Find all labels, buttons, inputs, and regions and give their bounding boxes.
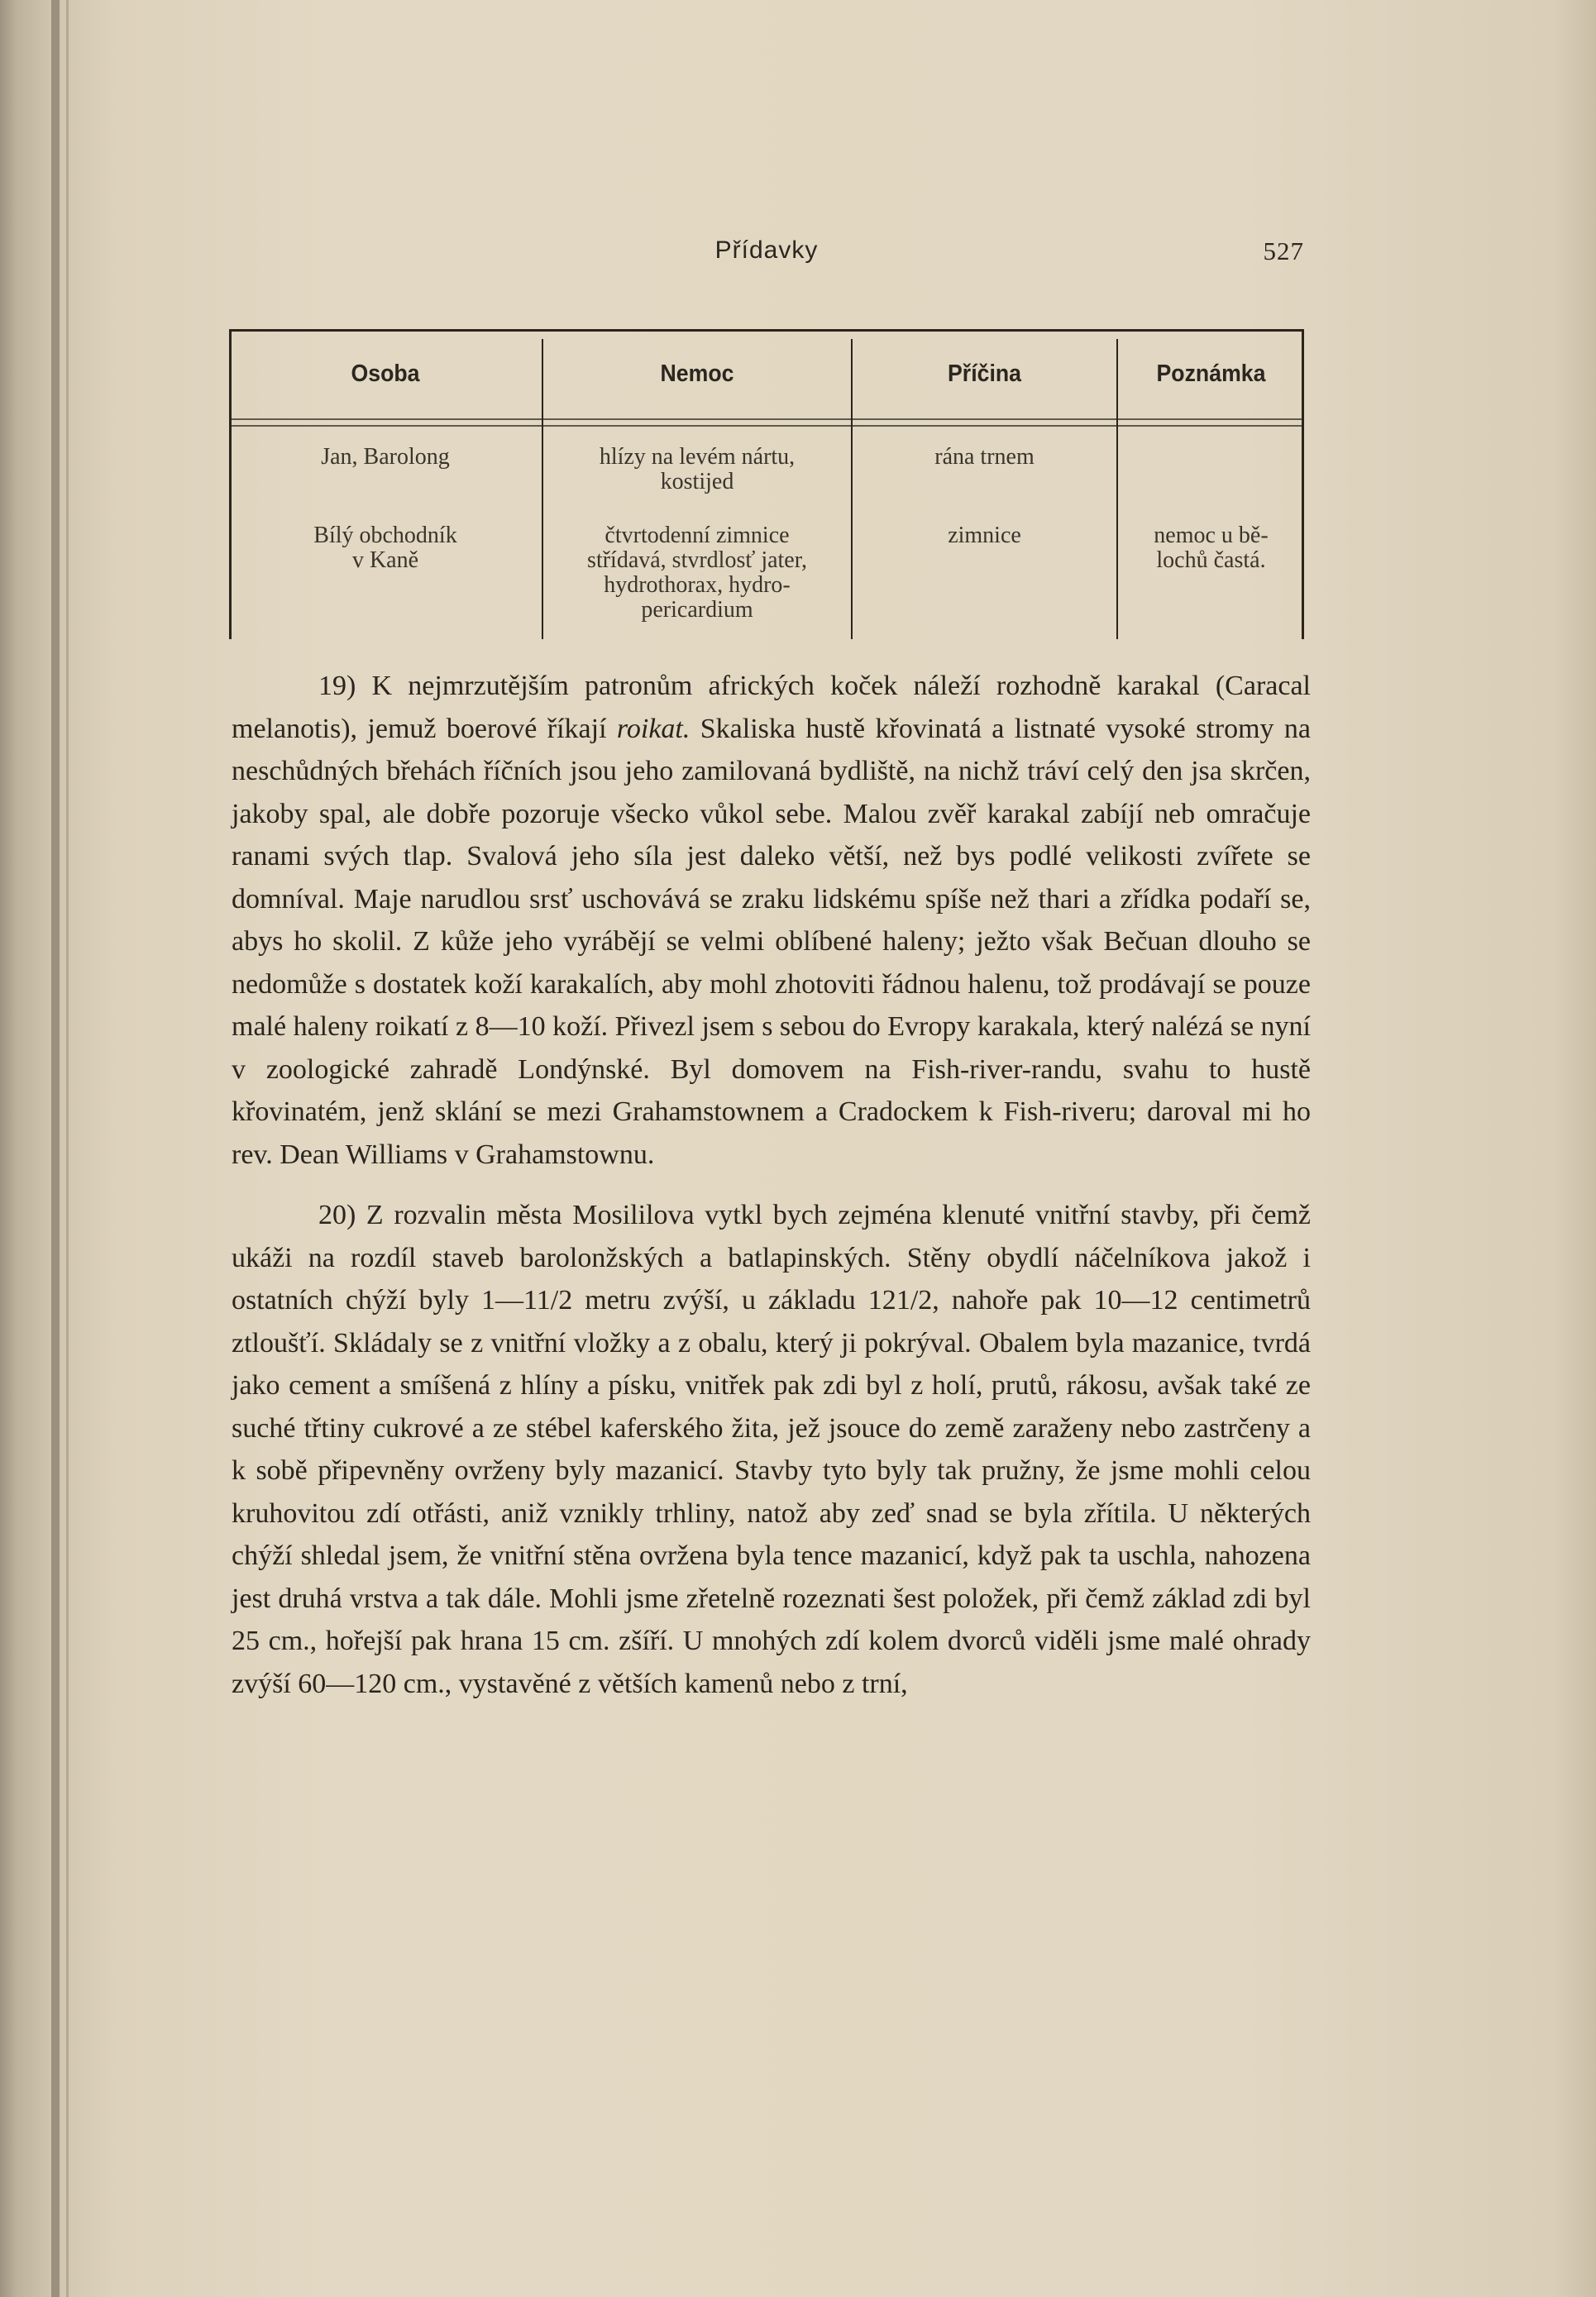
row2-poznamka	[1118, 523, 1304, 573]
row2-nemoc-line2: střídavá, stvrdlosť jater,	[587, 547, 807, 573]
paragraph-19	[232, 665, 1311, 1176]
running-title: Přídavky	[714, 236, 819, 264]
header-pricina: Příčina	[948, 361, 1021, 387]
row2-poznamka-line2: lochů častá.	[1156, 547, 1266, 573]
row2-nemoc	[543, 523, 851, 623]
header-poznamka: Poznámka	[1156, 361, 1266, 387]
table-left-border	[229, 329, 232, 639]
row2-osoba-line2: v Kaně	[351, 547, 419, 573]
page-header	[229, 236, 1304, 270]
body-text	[232, 665, 1311, 1705]
paragraph-20-part3: , nahoře pak 10—12 centimetrů ztloušťí. Skládaly se z vnitřní vložky a z obalu, který ji pokrýval. Obalem byla mazanice, tvrdá jako cement a smíšená z hlíny a písku, vnitřek pak zdi byl z holí, prutů, rákosu, avšak také ze suché třtiny cukrové a ze stébel kaferského žita, jež jsouce do země zaraženy nebo zastrčeny a k sobě připevněny ovrženy byly mazanicí. Stavby tyto byly tak pružny, že jsme mohli celou kruhovitou zdí otřásti, aniž vznikly trhliny, natož aby zeď snad se byla zřítila. U některých chýží shledal jsem, že vnitřní stěna ovržena byla tence mazanicí, když pak ta uschla, nahozena jest druhá vrstva a tak dále. Mohli jsme zřetelně rozeznati šest položek, při čemž základ zdi byl 25 cm., hořejší pak hrana 15 cm. zšíří. U mnohých zdí kolem dvorců viděli jsme malé ohrady zvýší 60—120 cm., vystavěné z větších kamenů nebo z trní,	[232, 1285, 1311, 1699]
paragraph-20-part2: metru zvýší, u základu 12	[572, 1285, 896, 1316]
book-spine-edge	[66, 0, 69, 2297]
paragraph-20-fraction2: 1/2	[896, 1285, 933, 1316]
row2-pricina-line1: zimnice	[948, 523, 1021, 548]
paragraph-20	[232, 1194, 1311, 1705]
row1-nemoc-line2: kostijed	[660, 469, 734, 494]
table-header-rule-2	[229, 425, 1304, 427]
column-divider-2	[851, 339, 853, 639]
header-nemoc: Nemoc	[660, 361, 734, 387]
table-right-border	[1302, 329, 1304, 639]
row1-pricina-line1: rána trnem	[934, 444, 1035, 470]
paragraph-19-italic-term: roikat.	[616, 713, 690, 744]
paragraph-19-start: 19) K nejmrzutějším patronům afrických koček náleží rozhodně karakal (Caracal melanotis), jemuž boerové říkají	[232, 671, 1311, 744]
row1-osoba-line1: Jan, Barolong	[321, 444, 450, 470]
row2-nemoc-line3: hydrothorax, hydro-	[604, 572, 791, 598]
row2-osoba	[229, 523, 542, 573]
book-spine-shadow	[51, 0, 60, 2297]
row1-pricina	[853, 445, 1116, 470]
column-divider-3	[1116, 339, 1118, 639]
table-header-rule-1	[229, 418, 1304, 420]
paragraph-20-fraction1: 1/2	[536, 1285, 573, 1316]
row2-osoba-line1: Bílý obchodník	[313, 523, 457, 548]
header-osoba: Osoba	[351, 361, 420, 387]
row1-nemoc	[543, 445, 851, 494]
row1-nemoc-line1: hlízy na levém nártu,	[599, 444, 796, 470]
row2-nemoc-line4: pericardium	[641, 597, 753, 623]
disease-table	[229, 329, 1304, 639]
row2-poznamka-line1: nemoc u bě-	[1154, 523, 1269, 548]
row1-osoba	[229, 445, 542, 470]
paragraph-19-rest: Skaliska hustě křovinatá a listnaté vysoké stromy na neschůdných břehách říčních jsou jeho zamilovaná bydliště, na nichž tráví celý den jsa skrčen, jakoby spal, ale dobře pozoruje všecko vůkol sebe. Malou zvěř karakal zabíjí neb omračuje ranami svých tlap. Svalová jeho síla jest daleko větší, než bys podlé velikosti zvířete se domníval. Maje narudlou srsť uschovává se zraku lidskému spíše než thari a zřídka podaří se, abys ho skolil. Z kůže jeho vyrábějí se velmi oblíbené haleny; ježto však Bečuan dlouho se nedomůže s dostatek koží karakalích, aby mohl zhotoviti řádnou halenu, tož prodávají se pouze malé haleny roikatí z 8—10 koží. Přivezl jsem s sebou do Evropy karakala, který nalézá se nyní v zoologické zahradě Londýnské. Byl domovem na Fish-river-randu, svahu to hustě křovinatém, jenž sklání se mezi Grahamstownem a Cradockem k Fish-riveru; daroval mi ho rev. Dean Williams v Grahamstownu.	[232, 713, 1311, 1170]
row2-nemoc-line1: čtvrtodenní zimnice	[604, 523, 790, 548]
page-number: 527	[1263, 236, 1304, 265]
row2-pricina	[853, 523, 1116, 548]
table-top-border	[229, 329, 1304, 332]
paragraph-20-part1: 20) Z rozvalin města Mosililova vytkl bych zejména klenuté vnitřní stavby, při čemž ukáži na rozdíl staveb barolonžských a batlapinských. Stěny obydlí náčelníkova jakož i ostatních chýží byly 1—1	[232, 1200, 1311, 1316]
